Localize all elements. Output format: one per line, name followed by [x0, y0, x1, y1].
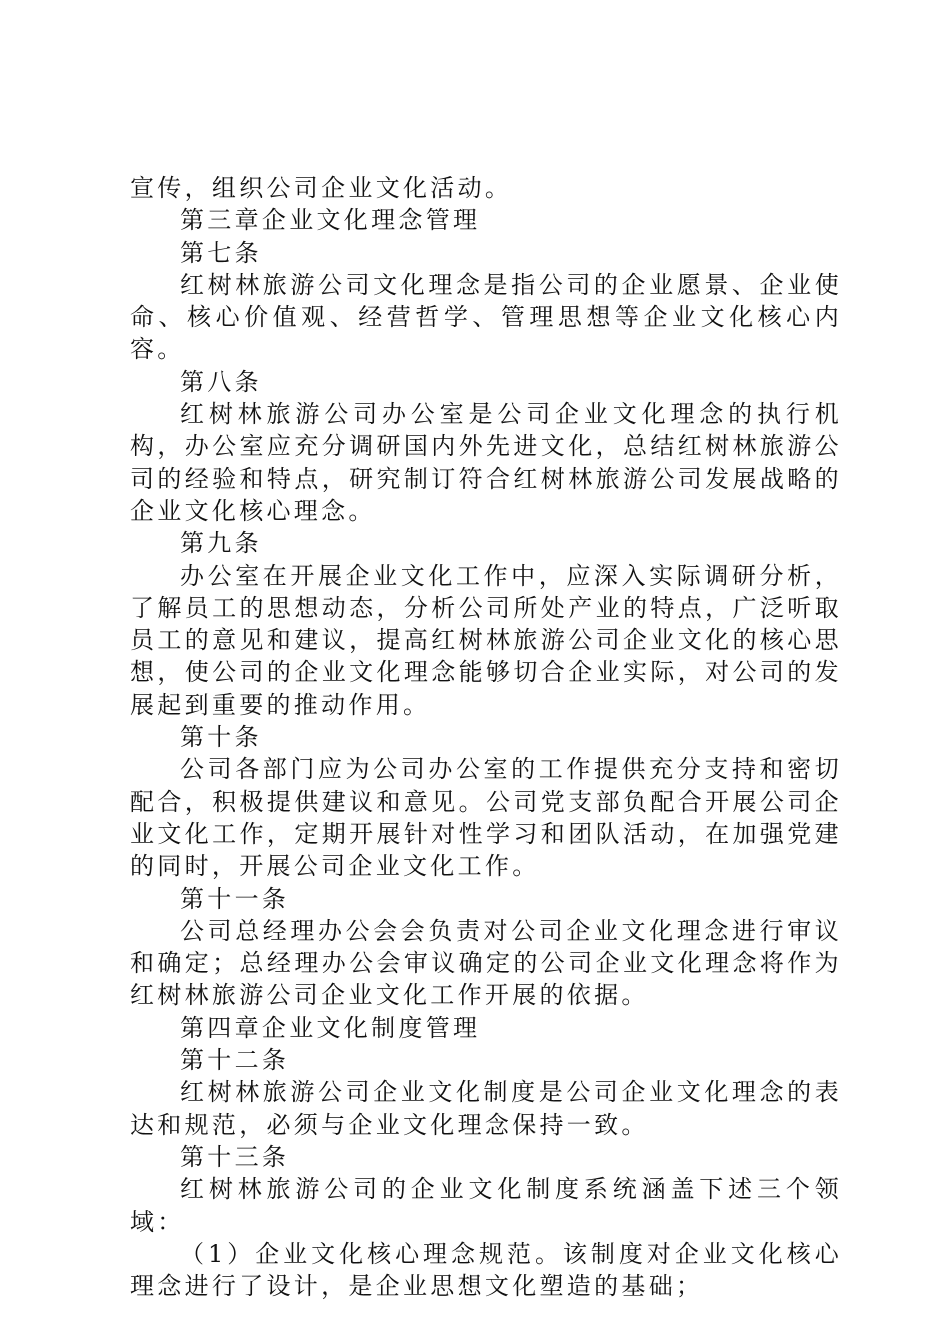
article-heading: 第八条	[180, 367, 262, 396]
chapter-heading: 第四章企业文化制度管理	[180, 1013, 481, 1042]
article-heading: 第十三条	[180, 1142, 290, 1171]
chapter-heading: 第三章企业文化理念管理	[180, 206, 481, 235]
article-heading: 第七条	[180, 238, 262, 267]
paragraph: 红树林旅游公司办公室是公司企业文化理念的执行机构，办公室应充分调研国内外先进文化，总结红树林旅游公司的经验和特点，研究制订符合红树林旅游公司发展战略的企业文化核心理念。	[130, 400, 842, 525]
list-item: （1）企业文化核心理念规范。该制度对企业文化核心理念进行了设计，是企业思想文化塑造的基础；	[130, 1239, 842, 1301]
article-heading: 第九条	[180, 529, 262, 558]
article-heading: 第十一条	[180, 884, 290, 913]
article-heading: 第十条	[180, 723, 262, 752]
paragraph: 红树林旅游公司的企业文化制度系统涵盖下述三个领域：	[130, 1175, 842, 1236]
paragraph: 办公室在开展企业文化工作中，应深入实际调研分析，了解员工的思想动态，分析公司所处产业的特点，广泛听取员工的意见和建议，提高红树林旅游公司企业文化的核心思想，使公司的企业文化理念能够切合企业实际，对公司的发展起到重要的推动作用。	[130, 561, 842, 719]
article-heading: 第十二条	[180, 1046, 290, 1075]
document-body	[130, 172, 842, 1302]
paragraph: 红树林旅游公司文化理念是指公司的企业愿景、企业使命、核心价值观、经营哲学、管理思想等企业文化核心内容。	[130, 270, 842, 364]
paragraph: 公司总经理办公会会负责对公司企业文化理念进行审议和确定；总经理办公会审议确定的公司企业文化理念将作为红树林旅游公司企业文化工作开展的依据。	[130, 916, 842, 1010]
paragraph: 公司各部门应为公司办公室的工作提供充分支持和密切配合，积极提供建议和意见。公司党支部负配合开展公司企业文化工作，定期开展针对性学习和团队活动，在加强党建的同时，开展公司企业文化工作。	[130, 755, 842, 881]
paragraph: 红树林旅游公司企业文化制度是公司企业文化理念的表达和规范，必须与企业文化理念保持一致。	[130, 1078, 842, 1139]
paragraph: 宣传，组织公司企业文化活动。	[130, 174, 513, 202]
